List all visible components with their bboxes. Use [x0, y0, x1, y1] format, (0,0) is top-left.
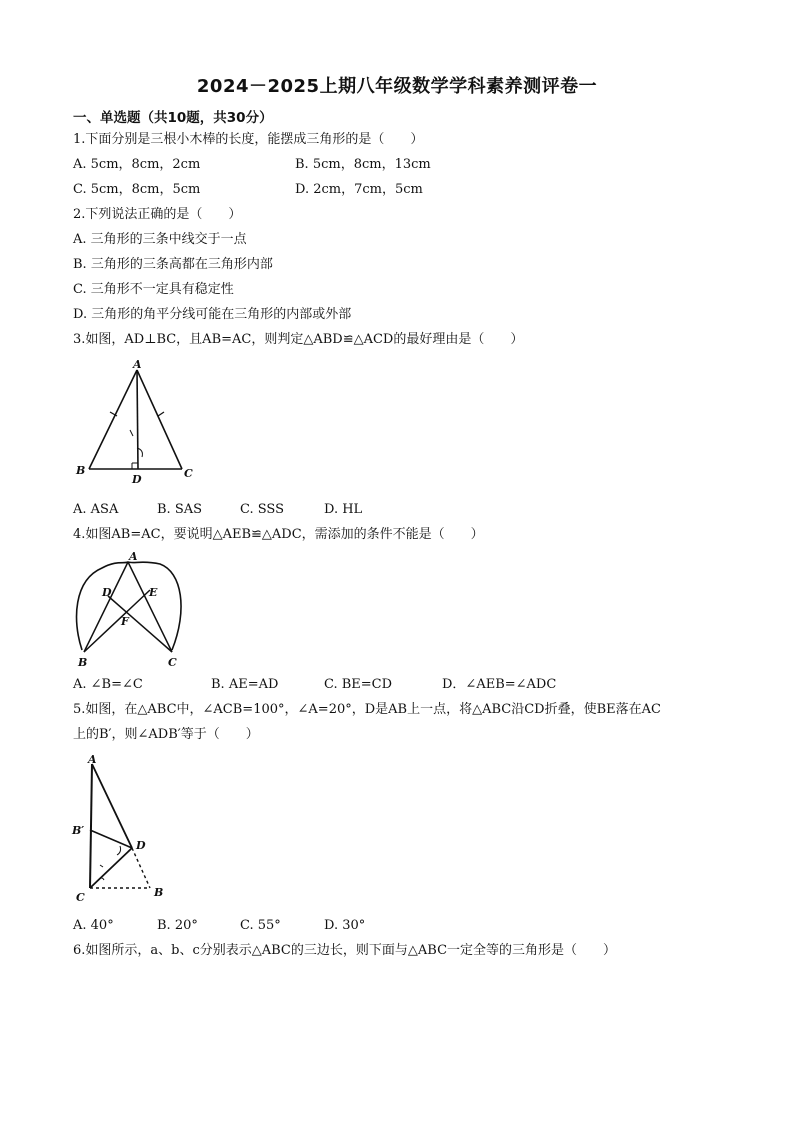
fig4-label-d: D: [102, 586, 112, 599]
question-4-stem: 4.如图AB=AC，要说明△AEB≌△ADC，需添加的条件不能是（ ）: [73, 527, 484, 542]
fig4-label-a: A: [129, 550, 138, 563]
fig3-label-b: B: [76, 464, 86, 477]
question-5-option-b[interactable]: B. 20°: [157, 918, 198, 933]
fig4-label-b: B: [78, 656, 88, 669]
question-3-option-d[interactable]: D. HL: [324, 502, 363, 517]
fig5-label-d: D: [136, 839, 146, 852]
fig3-label-c: C: [184, 467, 193, 480]
question-3-option-a[interactable]: A. ASA: [73, 502, 119, 517]
question-2-option-c[interactable]: C. 三角形不一定具有稳定性: [73, 282, 234, 297]
question-2-option-b[interactable]: B. 三角形的三条高都在三角形内部: [73, 257, 273, 272]
fig3-label-a: A: [133, 358, 142, 371]
question-4-figure: [72, 550, 192, 670]
question-1-option-b[interactable]: B. 5cm，8cm，13cm: [295, 157, 431, 172]
fig5-label-c: C: [76, 891, 85, 904]
question-5-figure: [70, 752, 180, 902]
fig5-label-b-prime: B′: [72, 824, 85, 837]
question-6-stem: 6.如图所示，a、b、c分别表示△ABC的三边长，则下面与△ABC一定全等的三角形是（ ）: [73, 943, 617, 958]
question-3-stem: 3.如图，AD⊥BC，且AB=AC，则判定△ABD≌△ACD的最好理由是（ ）: [73, 332, 524, 347]
fig5-label-a: A: [88, 753, 97, 766]
fig3-label-d: D: [132, 473, 142, 486]
question-2-option-d[interactable]: D. 三角形的角平分线可能在三角形的内部或外部: [73, 307, 352, 322]
question-1-stem: 1.下面分别是三根小木棒的长度，能摆成三角形的是（ ）: [73, 132, 424, 147]
question-5-stem: 5.如图，在△ABC中，∠ACB=100°，∠A=20°，D是AB上一点，将△ABC沿CD折叠，使BE落在AC: [73, 702, 661, 717]
question-4-option-d[interactable]: D．∠AEB=∠ADC: [442, 677, 557, 692]
question-2-stem: 2.下列说法正确的是（ ）: [73, 207, 242, 222]
section-heading: 一、单选题（共10题，共30分）: [73, 110, 273, 126]
question-2-option-a[interactable]: A. 三角形的三条中线交于一点: [73, 232, 247, 247]
question-1-option-c[interactable]: C. 5cm，8cm，5cm: [73, 182, 201, 197]
question-3-option-c[interactable]: C. SSS: [240, 502, 285, 517]
fig4-label-c: C: [168, 656, 177, 669]
question-5-option-a[interactable]: A. 40°: [73, 918, 114, 933]
question-4-option-a[interactable]: A. ∠B=∠C: [73, 677, 143, 692]
question-5-stem-continued: 上的B′，则∠ADB′等于（ ）: [73, 727, 259, 742]
question-5-option-c[interactable]: C. 55°: [240, 918, 281, 933]
question-1-option-d[interactable]: D. 2cm，7cm，5cm: [295, 182, 423, 197]
question-3-figure: [70, 358, 210, 486]
fig4-label-f: F: [121, 615, 129, 628]
question-5-option-d[interactable]: D. 30°: [324, 918, 366, 933]
question-4-option-b[interactable]: B. AE=AD: [211, 677, 279, 692]
fig4-label-e: E: [149, 586, 158, 599]
question-3-option-b[interactable]: B. SAS: [157, 502, 203, 517]
question-1-option-a[interactable]: A. 5cm，8cm，2cm: [73, 157, 201, 172]
fig5-label-b: B: [154, 886, 164, 899]
page-title: 2024－2025上期八年级数学学科素养测评卷一: [196, 76, 598, 97]
question-4-option-c[interactable]: C. BE=CD: [324, 677, 393, 692]
